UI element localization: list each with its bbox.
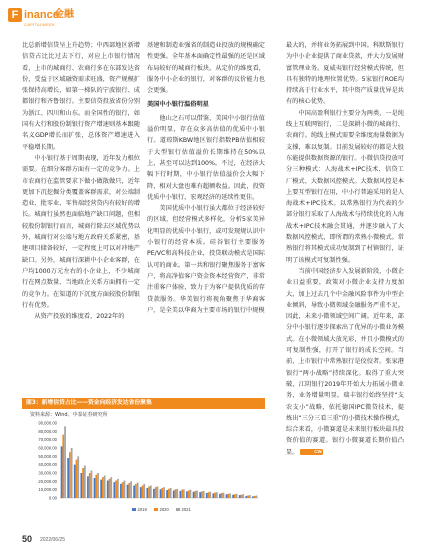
- bar-2020: [62, 435, 64, 498]
- issue-date: 2022/06/25: [40, 537, 66, 543]
- bar-2019: [87, 476, 89, 498]
- legend-swatch: [154, 508, 158, 511]
- text-column-1: [22, 40, 140, 322]
- bar-2019: [232, 495, 234, 498]
- magazine-logo: [8, 6, 80, 32]
- bar-2019: [245, 496, 247, 498]
- bar-2021: [91, 471, 93, 499]
- bar-2019: [199, 492, 201, 498]
- figure-title: 图3：新增信贷占比——资金向经济发达省份聚集: [22, 398, 265, 409]
- bar-2020: [69, 452, 71, 498]
- bar-2019: [166, 490, 168, 498]
- y-tick-label: 90,000.00: [38, 420, 57, 426]
- bar-2019: [140, 487, 142, 498]
- bar-2019: [113, 482, 115, 498]
- paragraph: 比总新增信贷呈上升趋势；中西部地区新增信贷占比比过去下行，对应上市银行情况看，上市的城商行、农商行多在东部发达省份，受益于区域融资需求旺盛，资产规模扩张保持高增长，如第一梯队的宁波银行、成都银行和齐鲁银行。主要信贷投放省份分别为浙江、四川和山东。而全国性的银行，如国有大行和股份制银行资产增速则基本跟随名义GDP增长而扩张，总体资产增速进入平稳增长期。: [22, 42, 140, 151]
- bar-2019: [74, 465, 76, 498]
- logo-mark: F: [8, 8, 22, 22]
- y-tick-label: 30,000.00: [38, 470, 57, 476]
- bar-2020: [201, 491, 203, 498]
- bar-2021: [242, 494, 244, 498]
- bar-2019: [193, 492, 195, 498]
- y-tick-label: 20,000.00: [38, 478, 57, 484]
- bar-2019: [160, 489, 162, 498]
- bar-2020: [234, 494, 236, 498]
- y-tick-label: 10,000.00: [38, 487, 57, 493]
- bar-chart: [22, 420, 265, 516]
- y-tick-label: 0.00: [48, 495, 57, 501]
- logo-english: inance: [24, 9, 59, 21]
- figure-3: [22, 398, 265, 516]
- bar-2019: [226, 494, 228, 498]
- bar-2020: [89, 473, 91, 498]
- bar-2020: [115, 481, 117, 499]
- paragraph: 基建和制造业强省的制造业投放的规模确定性更强。全年基本面确定性最强的还是区域布局较好的城商行板块。从定价的维度看，服务中小企业的银行，对客群的议价能力也会更强。: [147, 42, 265, 95]
- bar-2020: [175, 489, 177, 498]
- bar-2021: [229, 493, 231, 498]
- page-footer: [0, 528, 427, 552]
- bar-2019: [133, 486, 135, 499]
- bar-2020: [188, 491, 190, 499]
- bar-2021: [143, 484, 145, 498]
- bar-2020: [214, 493, 216, 498]
- paragraph: 中小银行基于周期表现，近年发力根位需要。在细分客群方面有一定的竞争力。上市农商行在监管要求下做小做散做只，近年更加下沉挖掘分类覆盖客群需求，对公端制造业、批零业、零售端经营贷内有较好的增长。城商行虽然也面临地产缺口问题，但相较股份制银行而言，城商行除去区域优势以外，城商行对公端与地方政府关系紧密，基建项目储备较好，一定程度上可以对冲地产缺口。另外，城商行深耕中小企业客群，在户均1000万元左右的小企业上，不少城商行在网点数量、当地政企关系方面拥有一定的竞争力。在渠道的下沉度方面较股份制银行有优势。: [22, 154, 140, 309]
- bar-2019: [61, 446, 63, 498]
- page-header: [0, 0, 427, 34]
- bar-2020: [128, 483, 130, 498]
- logo-subtitle: CAPITALWEEK: [24, 22, 56, 27]
- paragraph: [286, 266, 404, 458]
- bar-2021: [117, 479, 119, 498]
- bar-2021: [196, 491, 198, 499]
- bar-2021: [203, 491, 205, 498]
- bar-2020: [208, 492, 210, 498]
- bar-2019: [100, 480, 102, 498]
- bar-2020: [227, 494, 229, 498]
- bar-2019: [219, 494, 221, 498]
- bar-2021: [150, 486, 152, 499]
- bar-2021: [163, 487, 165, 498]
- bar-2021: [183, 489, 185, 498]
- legend-swatch: [176, 508, 180, 511]
- bar-2019: [252, 496, 254, 498]
- y-tick-label: 50,000.00: [38, 453, 57, 459]
- bar-2020: [76, 460, 78, 498]
- bar-2020: [135, 484, 137, 498]
- bar-2019: [107, 481, 109, 499]
- bar-2019: [94, 478, 96, 498]
- legend-label: 2019: [137, 507, 147, 512]
- chart-legend: [132, 507, 191, 512]
- bar-2021: [236, 494, 238, 498]
- bar-2019: [179, 491, 181, 498]
- bar-2019: [120, 484, 122, 498]
- text-column-3: [286, 40, 404, 458]
- figure-source: 资料来源：Wind、中泰证券研究所: [30, 412, 108, 418]
- paragraph: 最大的，并将业务拓展到中国。科默斯银行为中小企业提供了商业贷款，并大力发展财富管理业务。夏威夷银行经营模式传统，但具有独特的地理位置优势。5家银行ROE均持续高于行业水平，其中资产质量优异是共有的核心优势。: [286, 42, 404, 106]
- bar-2021: [84, 466, 86, 499]
- bar-2020: [181, 490, 183, 498]
- bar-2020: [122, 482, 124, 498]
- legend-label: 2020: [159, 507, 169, 512]
- legend-swatch: [132, 508, 136, 511]
- paragraph: 中国高盈利银行主要分为两类，一是纯线上互联网银行，二是深耕小微的城商行、农商行。纯线上模式需要全维度海量数据为支撑，难以复制。目前发展较好的都是大股东能提供数据资源的银行。小微信贷投放可分三种模式：人海战术+IPC技术、信贷工厂模式、大数据风控模式。大数据风控是本上要互型银行在用，中小行普遍采用的是人海战术+IPC技术。以常熟银行为代表的少部分银行采取了人海战术与持续优化的人海战术+IPC技术融会贯通，并逐步融入了大数据风控模式，即所谓的常熟小微模式。常熟银行将其模式成功复制到了村镇银行，证明了该模式可复制性强。: [286, 109, 404, 264]
- bar-2021: [71, 448, 73, 498]
- bar-2019: [186, 491, 188, 498]
- y-tick-label: 60,000.00: [38, 445, 57, 451]
- y-tick-label: 80,000.00: [38, 428, 57, 434]
- section-heading: 美国中小银行温俗明星: [147, 101, 209, 109]
- paragraph: 美国优质中小银行虽大都位于经济较好的区域，但经营模式多样化，分析5家美异化明显的优质中小银行，或可发现规认识中小银行的经营本质。硅谷银行主要服务PE/VC和高科技企业，投贷联动模式是国际认可的商业。第一共和银行聚焦服务于富客户，将高净值客户资金资本经营资产，非常注重客户体验，致力于为客户提供优质的存贷款服务。华美银行将视角聚焦于华裔客户，是全美以华裔为主要市场的银行中规模: [147, 205, 265, 314]
- logo-chinese: 金融: [54, 9, 74, 20]
- bar-2019: [239, 495, 241, 498]
- bar-2021: [223, 493, 225, 498]
- bar-2020: [254, 496, 256, 498]
- bar-2020: [161, 488, 163, 498]
- bar-2020: [168, 489, 170, 498]
- bar-2020: [241, 495, 243, 498]
- bar-2021: [137, 483, 139, 498]
- page-number: 50: [22, 534, 33, 544]
- bar-2020: [194, 491, 196, 498]
- bar-2019: [153, 489, 155, 498]
- bar-2021: [64, 426, 66, 498]
- paragraph: 他山之石可以借鉴，美国中小银行估值溢价明显，存在众多高估值的优质中小银行。道琼斯KBW地区银行指数PB估值相较于大型银行估值溢价长期维持在50%以上，甚至可以达到100%。不过，在经济大幅下行时期，中小银行估值溢价会大幅下降，相对大盘也难有超额收益。因此，投资优质中小银行，宏观经济的延续性更佳。: [147, 114, 265, 201]
- bar-2021: [104, 476, 106, 499]
- bar-2019: [127, 485, 129, 498]
- bar-2020: [95, 475, 97, 498]
- bar-2021: [256, 496, 258, 499]
- bar-2021: [209, 492, 211, 498]
- bar-2020: [109, 479, 111, 498]
- bar-2021: [77, 456, 79, 498]
- bar-2020: [82, 468, 84, 498]
- bar-2021: [170, 488, 172, 498]
- end-mark: CW: [300, 449, 323, 455]
- bar-2021: [130, 481, 132, 498]
- bar-2019: [212, 493, 214, 498]
- y-tick-label: 40,000.00: [38, 462, 57, 468]
- bar-2019: [146, 488, 148, 498]
- paragraph-text: 当前中国经济步入发展新阶段，小微企业日益重要，政策对小微企业支持力度加大，加上过去几个中金融风险事件为中型企业倾斜，导致小微领域金融服务严重不足。因此，未来小微领域空间广阔。近年来，部分中小银行逐步探索出了优异的小微业务模式。在小微领域大放光彩，并且小微模式的可复制性强，打开了银行的成长空间。当前，上市银行中常熟银行是佼佼者。张家港银行“两小战略”持续深化。取得了重大突破，江阴银行2019年开始大力拓展小微业务，业务增量明显。瑞丰银行始终坚持“支农支小”战略，依托德国IPC微贷技术，提炼出“三分三看三重”的小微技术操作模式，综合来看，小微赛道是未来银行板块最具投资价值的赛道。银行小微赛道长期价值凸显。: [286, 267, 404, 456]
- bar-2021: [124, 481, 126, 499]
- bar-2020: [148, 486, 150, 498]
- bar-2021: [190, 490, 192, 498]
- bar-2020: [155, 487, 157, 498]
- bar-2020: [247, 496, 249, 499]
- legend-label: 2021: [181, 507, 191, 512]
- bar-2020: [102, 477, 104, 498]
- text-column-2: [147, 40, 265, 316]
- bar-2021: [157, 486, 159, 498]
- bar-2021: [110, 477, 112, 498]
- bar-2021: [176, 489, 178, 498]
- bar-2021: [249, 495, 251, 498]
- bar-2021: [97, 473, 99, 498]
- bar-2020: [221, 493, 223, 498]
- bar-2019: [173, 491, 175, 499]
- bar-2021: [216, 492, 218, 498]
- paragraph: 从资产投放的维度看，2022年的: [34, 313, 125, 321]
- bar-2019: [206, 493, 208, 498]
- bar-2019: [67, 458, 69, 498]
- bar-2019: [80, 473, 82, 498]
- y-tick-label: 70,000.00: [38, 437, 57, 443]
- bar-2020: [142, 486, 144, 499]
